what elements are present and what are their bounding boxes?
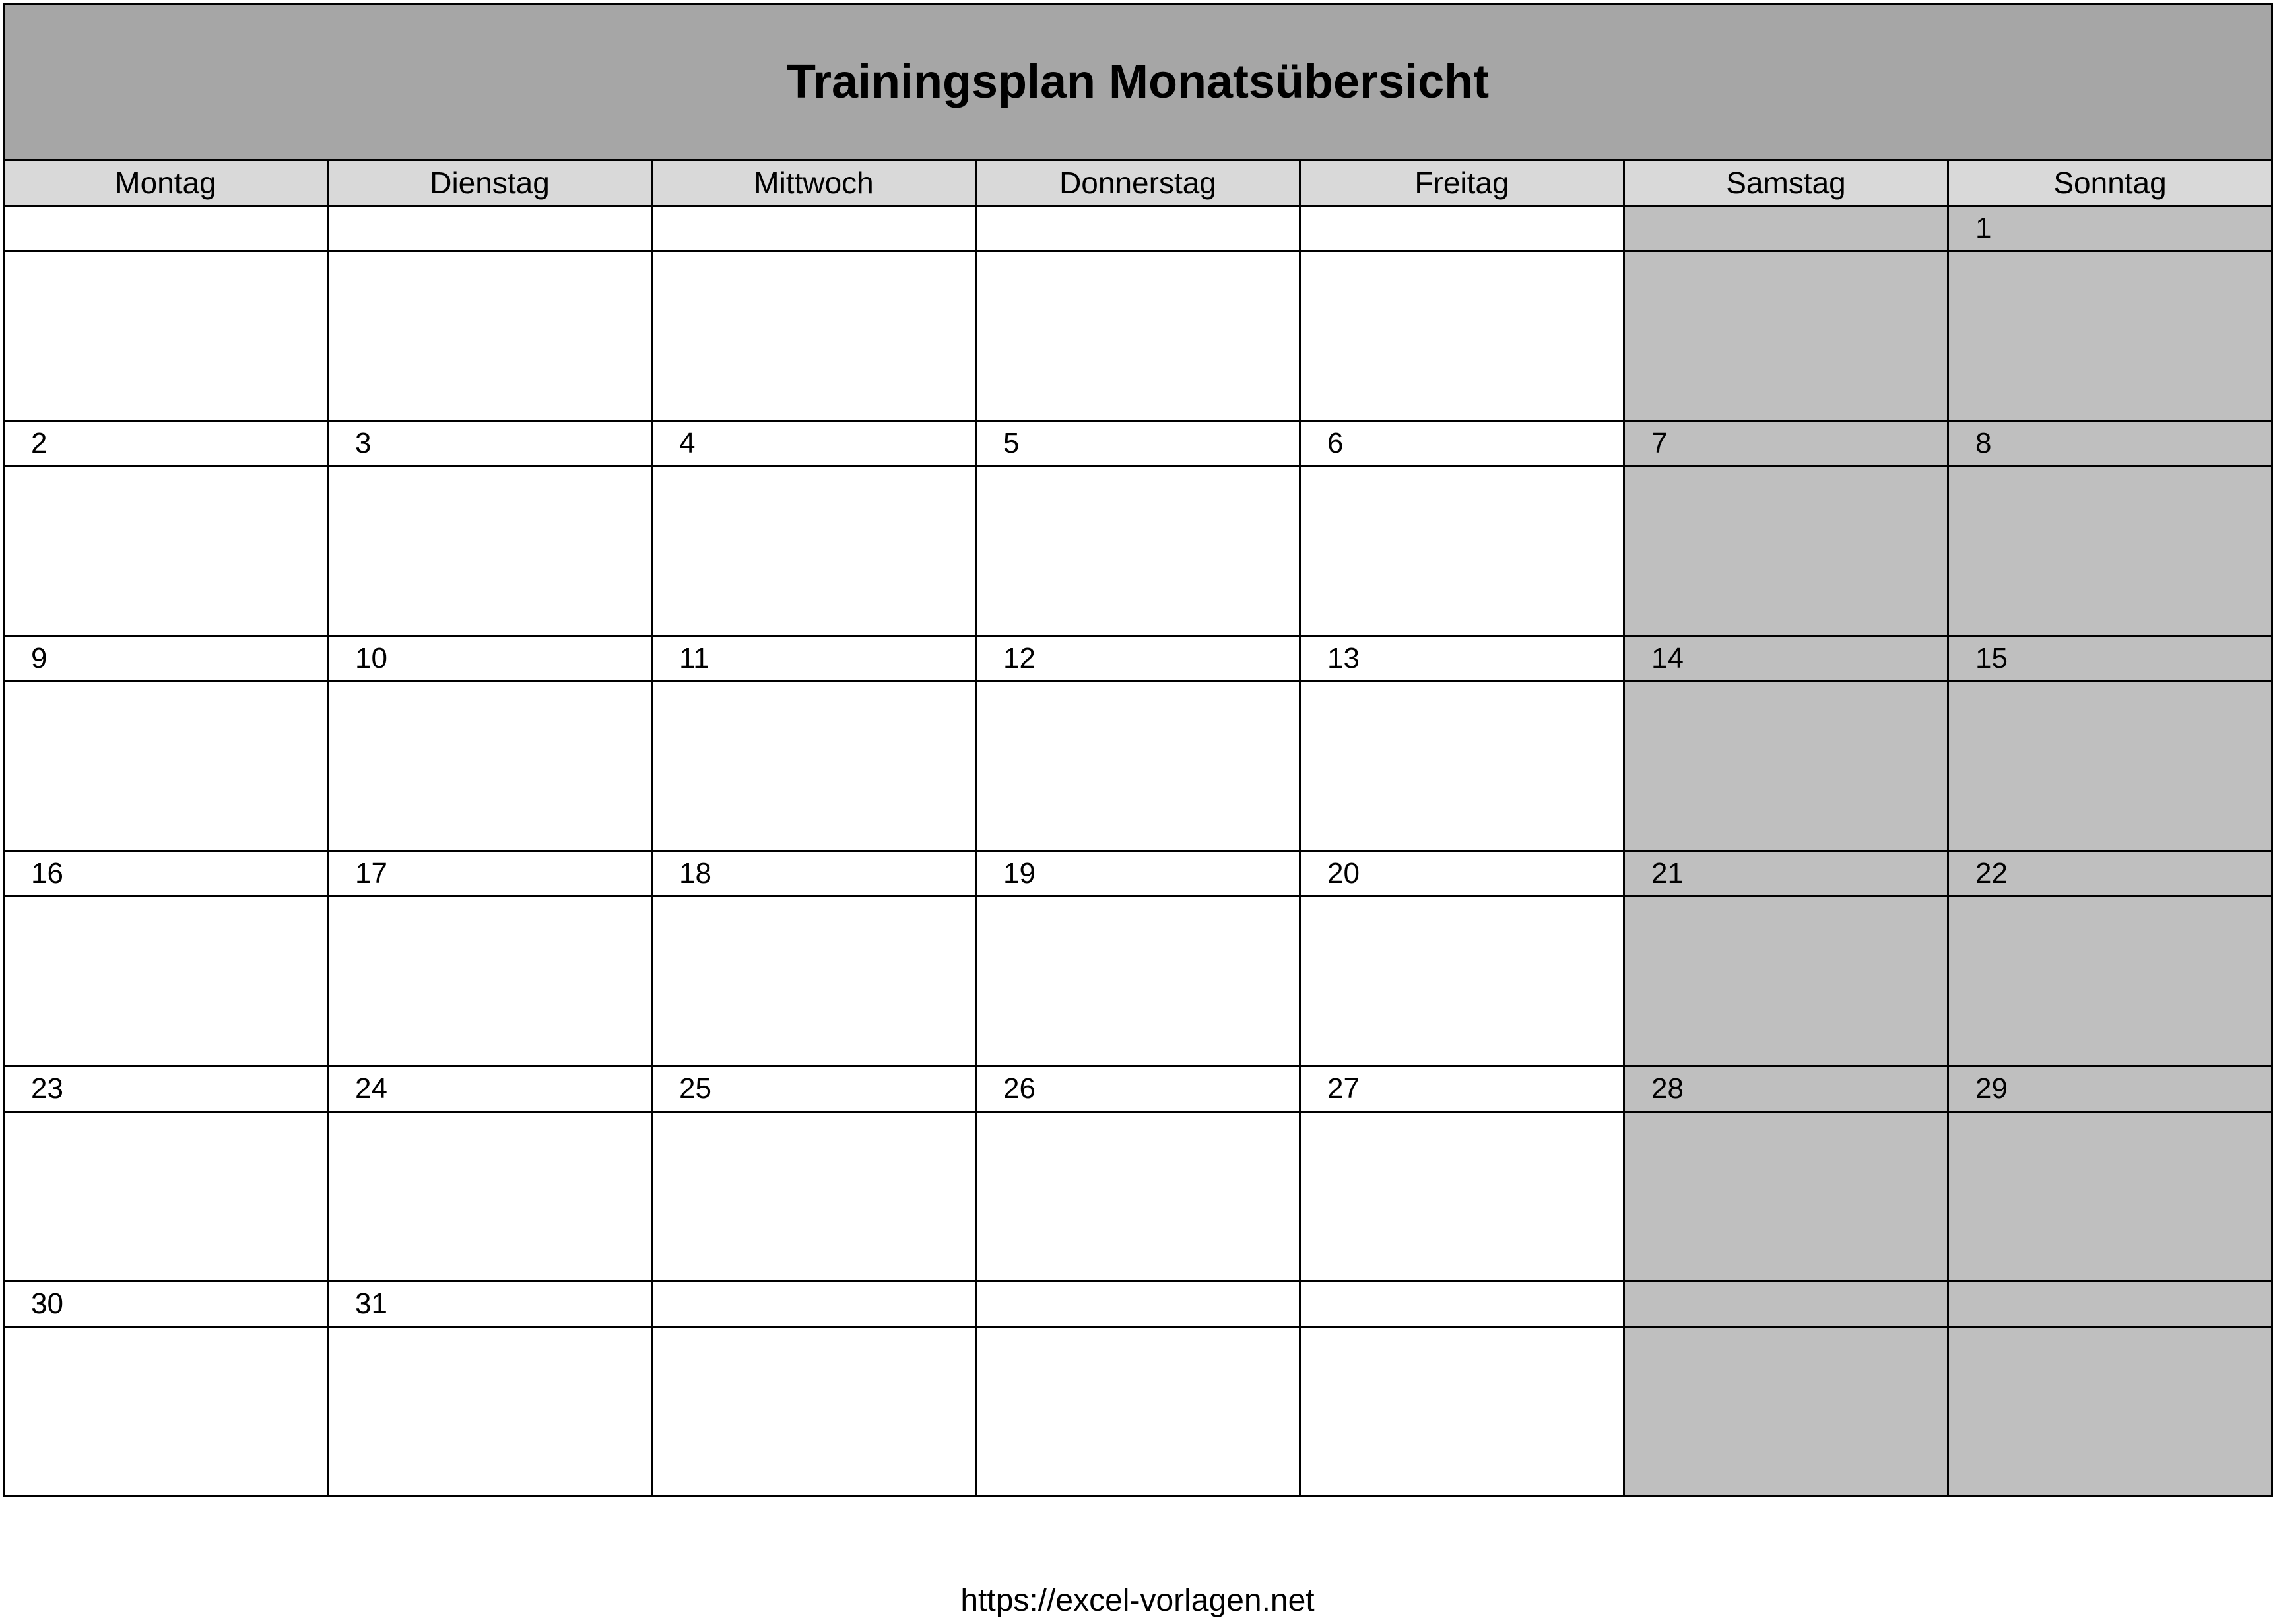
week-body-row xyxy=(4,1327,2272,1497)
date-number: 24 xyxy=(328,1066,652,1112)
date-number: 12 xyxy=(976,636,1300,682)
day-entry-cell[interactable] xyxy=(652,897,976,1066)
date-number xyxy=(1624,1282,1948,1327)
day-entry-cell[interactable] xyxy=(328,1112,652,1282)
date-number xyxy=(976,206,1300,251)
day-entry-cell[interactable] xyxy=(4,1327,328,1497)
calendar-table xyxy=(3,3,2273,1497)
day-entry-cell[interactable] xyxy=(976,897,1300,1066)
weekday-header-4: Freitag xyxy=(1300,160,1624,206)
date-number: 31 xyxy=(328,1282,652,1327)
date-number xyxy=(1948,1282,2272,1327)
footer-url: https://excel-vorlagen.net xyxy=(960,1583,1315,1618)
week-date-row xyxy=(4,421,2272,467)
date-number: 4 xyxy=(652,421,976,467)
week-body-row xyxy=(4,467,2272,636)
calendar-title: Trainingsplan Monatsübersicht xyxy=(4,4,2272,160)
day-entry-cell[interactable] xyxy=(1948,1112,2272,1282)
date-number: 2 xyxy=(4,421,328,467)
week-date-row xyxy=(4,1282,2272,1327)
date-number: 18 xyxy=(652,851,976,897)
date-number: 28 xyxy=(1624,1066,1948,1112)
day-entry-cell[interactable] xyxy=(1300,1112,1624,1282)
day-entry-cell[interactable] xyxy=(1300,1327,1624,1497)
day-entry-cell[interactable] xyxy=(652,682,976,851)
date-number: 14 xyxy=(1624,636,1948,682)
day-entry-cell[interactable] xyxy=(4,682,328,851)
weekday-header-6: Sonntag xyxy=(1948,160,2272,206)
week-date-row xyxy=(4,636,2272,682)
day-entry-cell[interactable] xyxy=(976,251,1300,421)
day-entry-cell[interactable] xyxy=(328,897,652,1066)
date-number: 8 xyxy=(1948,421,2272,467)
date-number: 20 xyxy=(1300,851,1624,897)
day-entry-cell[interactable] xyxy=(1624,251,1948,421)
day-entry-cell[interactable] xyxy=(976,682,1300,851)
date-number: 7 xyxy=(1624,421,1948,467)
weekday-header-5: Samstag xyxy=(1624,160,1948,206)
day-entry-cell[interactable] xyxy=(976,1112,1300,1282)
day-entry-cell[interactable] xyxy=(4,1112,328,1282)
date-number: 13 xyxy=(1300,636,1624,682)
date-number xyxy=(976,1282,1300,1327)
date-number: 23 xyxy=(4,1066,328,1112)
week-body-row xyxy=(4,1112,2272,1282)
date-number: 26 xyxy=(976,1066,1300,1112)
date-number xyxy=(652,206,976,251)
day-entry-cell[interactable] xyxy=(1948,467,2272,636)
day-entry-cell[interactable] xyxy=(1624,467,1948,636)
day-entry-cell[interactable] xyxy=(1624,1112,1948,1282)
date-number: 11 xyxy=(652,636,976,682)
week-date-row xyxy=(4,851,2272,897)
day-entry-cell[interactable] xyxy=(1624,1327,1948,1497)
date-number xyxy=(1300,1282,1624,1327)
day-entry-cell[interactable] xyxy=(1300,682,1624,851)
date-number: 21 xyxy=(1624,851,1948,897)
weekday-header-row xyxy=(4,160,2272,206)
date-number: 5 xyxy=(976,421,1300,467)
day-entry-cell[interactable] xyxy=(4,467,328,636)
date-number: 25 xyxy=(652,1066,976,1112)
date-number xyxy=(4,206,328,251)
week-body-row xyxy=(4,682,2272,851)
day-entry-cell[interactable] xyxy=(328,251,652,421)
day-entry-cell[interactable] xyxy=(1948,897,2272,1066)
day-entry-cell[interactable] xyxy=(652,1112,976,1282)
date-number xyxy=(328,206,652,251)
weekday-header-3: Donnerstag xyxy=(976,160,1300,206)
date-number: 10 xyxy=(328,636,652,682)
day-entry-cell[interactable] xyxy=(652,1327,976,1497)
date-number xyxy=(652,1282,976,1327)
date-number: 22 xyxy=(1948,851,2272,897)
date-number: 27 xyxy=(1300,1066,1624,1112)
calendar-body xyxy=(4,4,2272,1497)
weekday-header-1: Dienstag xyxy=(328,160,652,206)
date-number: 15 xyxy=(1948,636,2272,682)
day-entry-cell[interactable] xyxy=(976,467,1300,636)
day-entry-cell[interactable] xyxy=(1624,682,1948,851)
weekday-header-2: Mittwoch xyxy=(652,160,976,206)
date-number: 30 xyxy=(4,1282,328,1327)
day-entry-cell[interactable] xyxy=(1948,682,2272,851)
day-entry-cell[interactable] xyxy=(328,1327,652,1497)
date-number: 17 xyxy=(328,851,652,897)
day-entry-cell[interactable] xyxy=(1948,251,2272,421)
week-date-row xyxy=(4,206,2272,251)
day-entry-cell[interactable] xyxy=(1300,897,1624,1066)
date-number: 6 xyxy=(1300,421,1624,467)
day-entry-cell[interactable] xyxy=(328,682,652,851)
day-entry-cell[interactable] xyxy=(652,251,976,421)
day-entry-cell[interactable] xyxy=(1948,1327,2272,1497)
day-entry-cell[interactable] xyxy=(1300,467,1624,636)
date-number: 19 xyxy=(976,851,1300,897)
weekday-header-0: Montag xyxy=(4,160,328,206)
day-entry-cell[interactable] xyxy=(1624,897,1948,1066)
day-entry-cell[interactable] xyxy=(4,897,328,1066)
week-body-row xyxy=(4,897,2272,1066)
date-number: 9 xyxy=(4,636,328,682)
date-number: 16 xyxy=(4,851,328,897)
day-entry-cell[interactable] xyxy=(652,467,976,636)
day-entry-cell[interactable] xyxy=(328,467,652,636)
day-entry-cell[interactable] xyxy=(1300,251,1624,421)
date-number: 29 xyxy=(1948,1066,2272,1112)
date-number xyxy=(1300,206,1624,251)
date-number xyxy=(1624,206,1948,251)
date-number: 3 xyxy=(328,421,652,467)
date-number: 1 xyxy=(1948,206,2272,251)
week-date-row xyxy=(4,1066,2272,1112)
day-entry-cell[interactable] xyxy=(976,1327,1300,1497)
week-body-row xyxy=(4,251,2272,421)
day-entry-cell[interactable] xyxy=(4,251,328,421)
title-row xyxy=(4,4,2272,160)
